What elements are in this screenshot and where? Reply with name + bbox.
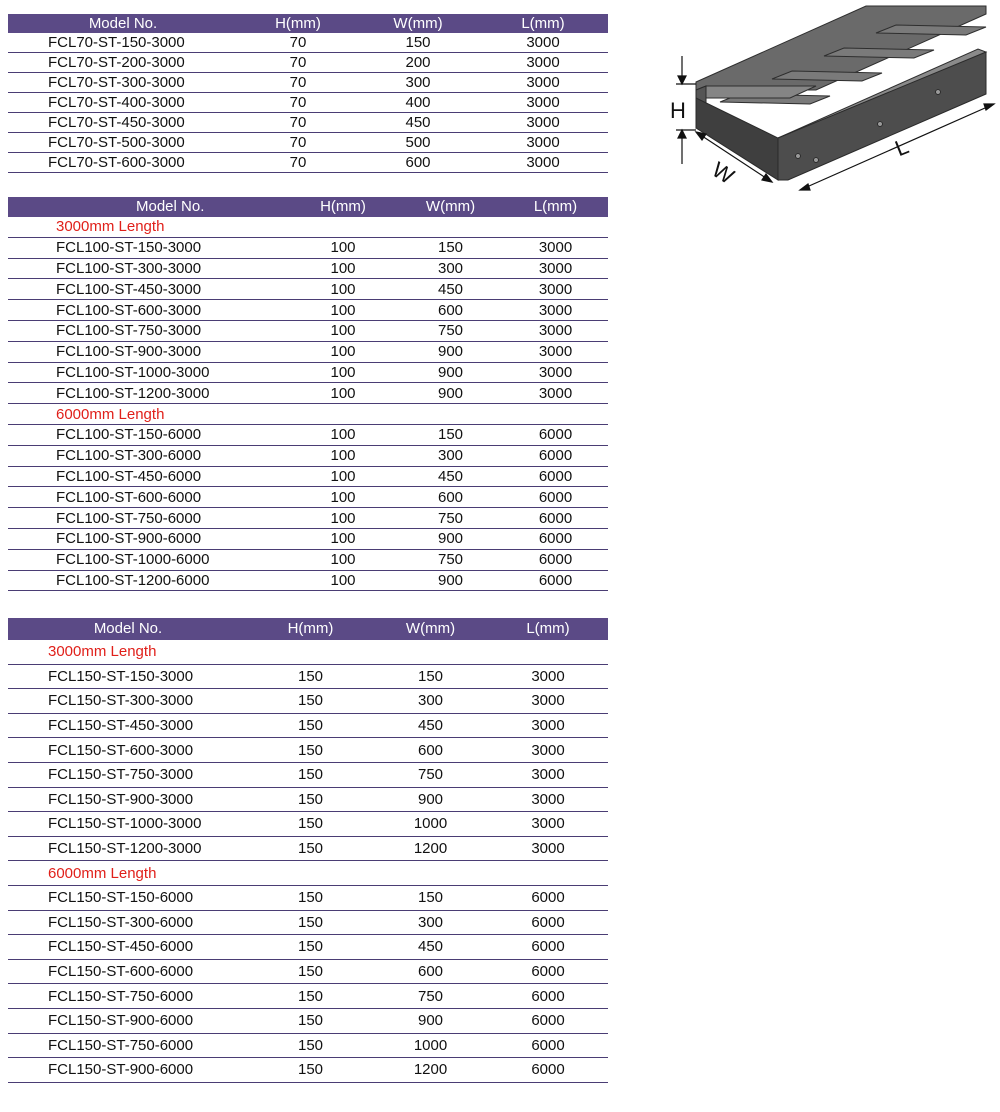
table-row <box>8 1033 608 1058</box>
width-cell: 500 <box>358 133 478 153</box>
length-cell: 3000 <box>503 300 608 321</box>
spec-table-100 <box>8 197 608 591</box>
model-cell: FCL150-ST-150-6000 <box>8 885 248 910</box>
cable-ladder-diagram <box>660 4 996 194</box>
length-label: L <box>891 133 913 162</box>
length-cell: 3000 <box>478 153 608 173</box>
table-row <box>8 383 608 404</box>
length-cell: 3000 <box>503 258 608 279</box>
table-row <box>8 153 608 173</box>
model-cell: FCL100-ST-750-6000 <box>8 508 288 529</box>
width-cell: 900 <box>373 1008 488 1033</box>
width-cell: 750 <box>398 320 503 341</box>
table-row <box>8 279 608 300</box>
length-cell: 3000 <box>478 93 608 113</box>
model-cell: FCL150-ST-450-3000 <box>8 713 248 738</box>
model-cell: FCL70-ST-150-3000 <box>8 33 238 53</box>
table-row <box>8 113 608 133</box>
table-row <box>8 508 608 529</box>
length-cell: 6000 <box>503 487 608 508</box>
height-cell: 150 <box>248 762 373 787</box>
height-cell: 150 <box>248 689 373 714</box>
length-cell: 3000 <box>503 383 608 404</box>
height-cell: 100 <box>288 424 398 445</box>
model-cell: FCL150-ST-900-6000 <box>8 1008 248 1033</box>
width-cell: 300 <box>373 689 488 714</box>
height-cell: 70 <box>238 53 358 73</box>
header-width: W(mm) <box>398 197 503 217</box>
header-width: W(mm) <box>358 14 478 33</box>
header-height: H(mm) <box>288 197 398 217</box>
table-row <box>8 713 608 738</box>
header-height: H(mm) <box>248 618 373 640</box>
width-cell: 900 <box>373 787 488 812</box>
height-cell: 150 <box>248 959 373 984</box>
height-cell: 150 <box>248 664 373 689</box>
section-row <box>8 217 608 237</box>
width-cell: 900 <box>398 383 503 404</box>
height-cell: 100 <box>288 279 398 300</box>
width-cell: 450 <box>373 935 488 960</box>
table-row <box>8 549 608 570</box>
spec-table-70 <box>8 14 608 173</box>
length-cell: 6000 <box>488 984 608 1009</box>
table-row <box>8 487 608 508</box>
section-row <box>8 404 608 425</box>
length-cell: 3000 <box>503 362 608 383</box>
length-cell: 6000 <box>503 466 608 487</box>
model-cell: FCL70-ST-400-3000 <box>8 93 238 113</box>
table-row <box>8 885 608 910</box>
model-cell: FCL70-ST-450-3000 <box>8 113 238 133</box>
width-cell: 450 <box>398 466 503 487</box>
width-cell: 900 <box>398 341 503 362</box>
model-cell: FCL150-ST-900-6000 <box>8 1058 248 1083</box>
height-cell: 100 <box>288 445 398 466</box>
table-row <box>8 738 608 763</box>
width-cell: 600 <box>373 959 488 984</box>
table-row <box>8 910 608 935</box>
length-cell: 3000 <box>488 787 608 812</box>
height-cell: 100 <box>288 362 398 383</box>
length-cell: 6000 <box>488 935 608 960</box>
model-cell: FCL150-ST-450-6000 <box>8 935 248 960</box>
length-cell: 3000 <box>488 664 608 689</box>
width-label: W <box>707 156 739 190</box>
height-cell: 150 <box>248 1008 373 1033</box>
model-cell: FCL100-ST-900-6000 <box>8 528 288 549</box>
height-cell: 70 <box>238 113 358 133</box>
table-row <box>8 93 608 113</box>
length-cell: 3000 <box>503 320 608 341</box>
model-cell: FCL70-ST-200-3000 <box>8 53 238 73</box>
model-cell: FCL100-ST-900-3000 <box>8 341 288 362</box>
table-row <box>8 689 608 714</box>
length-cell: 3000 <box>488 738 608 763</box>
height-cell: 100 <box>288 508 398 529</box>
table-row <box>8 320 608 341</box>
model-cell: FCL100-ST-150-6000 <box>8 424 288 445</box>
table-row <box>8 1008 608 1033</box>
height-cell: 100 <box>288 487 398 508</box>
width-cell: 200 <box>358 53 478 73</box>
table-row <box>8 935 608 960</box>
height-cell: 150 <box>248 984 373 1009</box>
width-cell: 450 <box>398 279 503 300</box>
height-cell: 100 <box>288 258 398 279</box>
table-row <box>8 73 608 93</box>
model-cell: FCL150-ST-750-3000 <box>8 762 248 787</box>
height-cell: 150 <box>248 935 373 960</box>
table-row <box>8 466 608 487</box>
height-cell: 150 <box>248 1058 373 1083</box>
model-cell: FCL150-ST-600-6000 <box>8 959 248 984</box>
table-row <box>8 445 608 466</box>
length-cell: 3000 <box>503 279 608 300</box>
length-cell: 3000 <box>503 341 608 362</box>
width-cell: 300 <box>398 445 503 466</box>
table-row <box>8 664 608 689</box>
length-cell: 3000 <box>478 33 608 53</box>
table-row <box>8 959 608 984</box>
height-cell: 150 <box>248 1033 373 1058</box>
width-cell: 150 <box>398 237 503 258</box>
width-cell: 150 <box>373 885 488 910</box>
model-cell: FCL70-ST-300-3000 <box>8 73 238 93</box>
header-width: W(mm) <box>373 618 488 640</box>
model-cell: FCL70-ST-500-3000 <box>8 133 238 153</box>
table-row <box>8 53 608 73</box>
model-cell: FCL100-ST-1200-3000 <box>8 383 288 404</box>
table-row <box>8 836 608 861</box>
height-cell: 150 <box>248 713 373 738</box>
header-height: H(mm) <box>238 14 358 33</box>
table-row <box>8 528 608 549</box>
height-cell: 100 <box>288 320 398 341</box>
length-cell: 3000 <box>478 73 608 93</box>
header-length: L(mm) <box>503 197 608 217</box>
table-row <box>8 1058 608 1083</box>
length-cell: 3000 <box>478 113 608 133</box>
model-cell: FCL150-ST-300-6000 <box>8 910 248 935</box>
height-cell: 70 <box>238 133 358 153</box>
height-cell: 100 <box>288 528 398 549</box>
height-cell: 100 <box>288 466 398 487</box>
section-row <box>8 861 608 886</box>
width-cell: 900 <box>398 528 503 549</box>
length-cell: 6000 <box>503 508 608 529</box>
height-cell: 150 <box>248 787 373 812</box>
section-title: 3000mm Length <box>8 217 608 237</box>
width-cell: 300 <box>398 258 503 279</box>
length-cell: 6000 <box>488 910 608 935</box>
model-cell: FCL150-ST-150-3000 <box>8 664 248 689</box>
height-cell: 150 <box>248 836 373 861</box>
section-title: 3000mm Length <box>8 640 608 664</box>
model-cell: FCL100-ST-150-3000 <box>8 237 288 258</box>
section-row <box>8 640 608 664</box>
length-cell: 6000 <box>503 424 608 445</box>
model-cell: FCL150-ST-1000-3000 <box>8 812 248 837</box>
table-row <box>8 570 608 591</box>
length-cell: 6000 <box>488 1033 608 1058</box>
height-cell: 150 <box>248 885 373 910</box>
model-cell: FCL100-ST-600-6000 <box>8 487 288 508</box>
model-cell: FCL100-ST-750-3000 <box>8 320 288 341</box>
width-cell: 1000 <box>373 1033 488 1058</box>
length-cell: 3000 <box>488 713 608 738</box>
model-cell: FCL150-ST-300-3000 <box>8 689 248 714</box>
width-cell: 1000 <box>373 812 488 837</box>
width-cell: 150 <box>358 33 478 53</box>
width-cell: 750 <box>373 762 488 787</box>
width-cell: 600 <box>358 153 478 173</box>
model-cell: FCL100-ST-1000-6000 <box>8 549 288 570</box>
section-title: 6000mm Length <box>8 404 608 425</box>
height-cell: 70 <box>238 33 358 53</box>
table-row <box>8 787 608 812</box>
length-cell: 6000 <box>488 959 608 984</box>
model-cell: FCL100-ST-1000-3000 <box>8 362 288 383</box>
length-cell: 6000 <box>488 1008 608 1033</box>
table-header-row <box>8 14 608 33</box>
width-cell: 150 <box>373 664 488 689</box>
table-row <box>8 300 608 321</box>
table-row <box>8 984 608 1009</box>
section-title: 6000mm Length <box>8 861 608 886</box>
width-cell: 450 <box>373 713 488 738</box>
height-cell: 100 <box>288 300 398 321</box>
table-row <box>8 424 608 445</box>
model-cell: FCL100-ST-1200-6000 <box>8 570 288 591</box>
height-cell: 150 <box>248 738 373 763</box>
model-cell: FCL150-ST-750-6000 <box>8 1033 248 1058</box>
header-model: Model No. <box>8 618 248 640</box>
table-row <box>8 133 608 153</box>
model-cell: FCL100-ST-300-6000 <box>8 445 288 466</box>
height-cell: 150 <box>248 812 373 837</box>
model-cell: FCL70-ST-600-3000 <box>8 153 238 173</box>
width-cell: 600 <box>398 487 503 508</box>
length-cell: 3000 <box>488 762 608 787</box>
length-cell: 3000 <box>488 812 608 837</box>
height-label: H <box>670 98 686 123</box>
width-cell: 750 <box>398 508 503 529</box>
length-cell: 6000 <box>503 445 608 466</box>
length-cell: 3000 <box>503 237 608 258</box>
table-row <box>8 258 608 279</box>
table-header-row <box>8 618 608 640</box>
width-cell: 450 <box>358 113 478 133</box>
width-cell: 300 <box>358 73 478 93</box>
table-row <box>8 237 608 258</box>
height-cell: 70 <box>238 93 358 113</box>
width-cell: 900 <box>398 570 503 591</box>
model-cell: FCL100-ST-450-6000 <box>8 466 288 487</box>
height-cell: 70 <box>238 73 358 93</box>
header-model: Model No. <box>8 197 288 217</box>
length-cell: 3000 <box>478 53 608 73</box>
height-cell: 70 <box>238 153 358 173</box>
model-cell: FCL150-ST-600-3000 <box>8 738 248 763</box>
model-cell: FCL100-ST-450-3000 <box>8 279 288 300</box>
length-cell: 6000 <box>503 528 608 549</box>
header-length: L(mm) <box>478 14 608 33</box>
length-cell: 6000 <box>488 1058 608 1083</box>
height-cell: 100 <box>288 341 398 362</box>
table-row <box>8 341 608 362</box>
table-row <box>8 33 608 53</box>
header-length: L(mm) <box>488 618 608 640</box>
width-cell: 1200 <box>373 1058 488 1083</box>
length-cell: 6000 <box>503 570 608 591</box>
ladder-tray-drawing <box>696 6 986 180</box>
width-cell: 300 <box>373 910 488 935</box>
table-row <box>8 362 608 383</box>
length-cell: 3000 <box>478 133 608 153</box>
length-cell: 6000 <box>503 549 608 570</box>
height-cell: 150 <box>248 910 373 935</box>
width-cell: 600 <box>373 738 488 763</box>
height-cell: 100 <box>288 383 398 404</box>
length-cell: 6000 <box>488 885 608 910</box>
height-cell: 100 <box>288 570 398 591</box>
length-cell: 3000 <box>488 836 608 861</box>
model-cell: FCL150-ST-1200-3000 <box>8 836 248 861</box>
width-cell: 1200 <box>373 836 488 861</box>
height-cell: 100 <box>288 237 398 258</box>
width-cell: 150 <box>398 424 503 445</box>
height-cell: 100 <box>288 549 398 570</box>
width-cell: 750 <box>398 549 503 570</box>
model-cell: FCL100-ST-300-3000 <box>8 258 288 279</box>
width-cell: 900 <box>398 362 503 383</box>
table-header-row <box>8 197 608 217</box>
model-cell: FCL150-ST-750-6000 <box>8 984 248 1009</box>
length-cell: 3000 <box>488 689 608 714</box>
width-cell: 400 <box>358 93 478 113</box>
header-model: Model No. <box>8 14 238 33</box>
spec-table-150 <box>8 618 608 1083</box>
table-row <box>8 762 608 787</box>
width-cell: 750 <box>373 984 488 1009</box>
width-cell: 600 <box>398 300 503 321</box>
model-cell: FCL150-ST-900-3000 <box>8 787 248 812</box>
table-row <box>8 812 608 837</box>
model-cell: FCL100-ST-600-3000 <box>8 300 288 321</box>
